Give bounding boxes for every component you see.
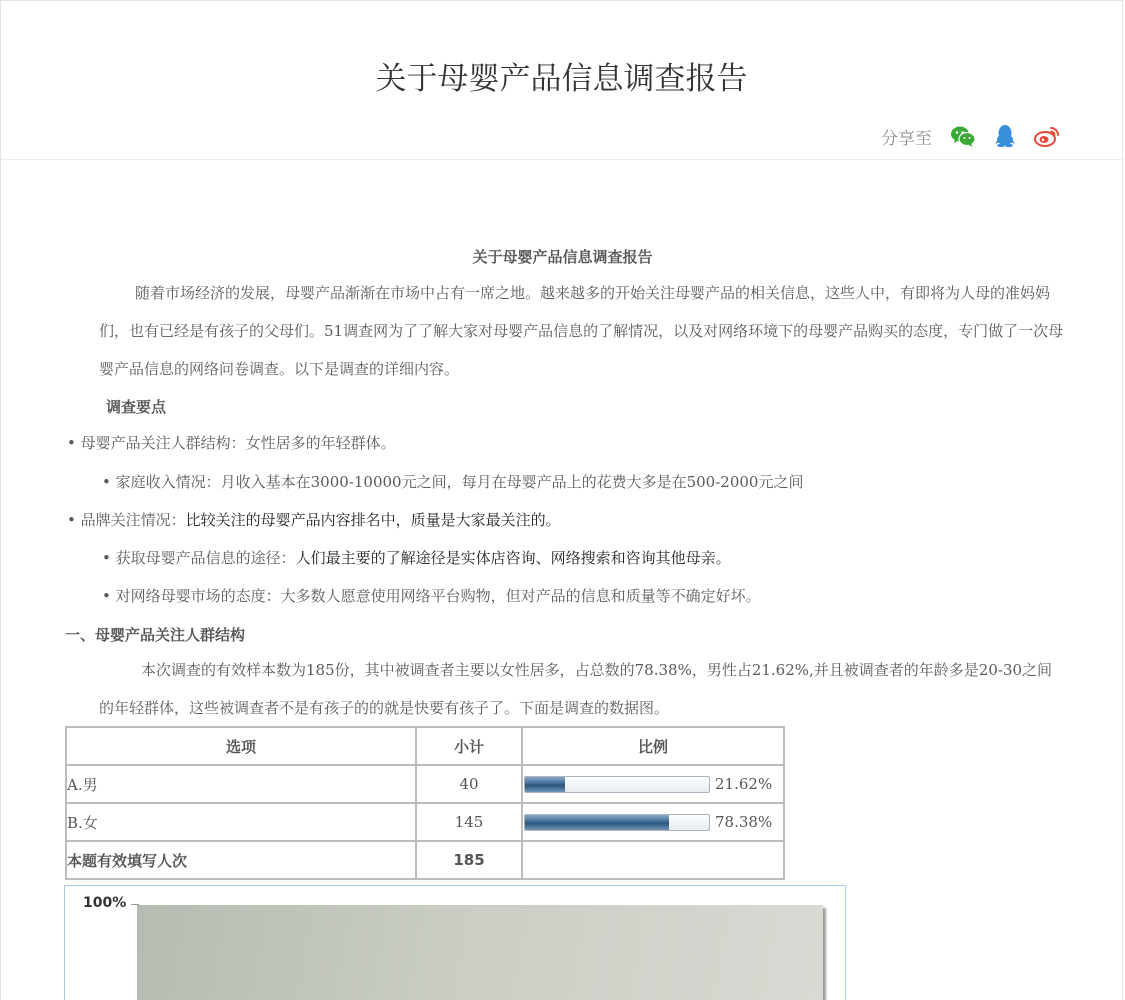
section1-heading: 一、母婴产品关注人群结构 (65, 626, 246, 644)
y-tick-label: 100% (83, 895, 127, 911)
key-points-heading: 调查要点 (106, 398, 167, 416)
table-row (66, 803, 784, 841)
ratio-bar-fill (525, 815, 669, 830)
section1-text: 本次调查的有效样本数为185份，其中被调查者主要以女性居多，占总数的78.38%，男性占21.62%,并且被调查者的年龄多是20-30之间的年轻群体，这些被调查者不是有孩子的的就是快要有孩子了。下面是调查的数据图。 (99, 661, 1053, 717)
qq-icon[interactable] (992, 123, 1018, 149)
ratio-bar-track (524, 814, 710, 831)
row-option: A.男 (66, 765, 416, 803)
header (1, 1, 1122, 160)
row-ratio (522, 803, 784, 841)
row-count: 40 (416, 765, 522, 803)
intro-text: 随着市场经济的发展，母婴产品渐渐在市场中占有一席之地。越来越多的开始关注母婴产品的相关信息，这些人中，有即将为人母的准妈妈们，也有已经是有孩子的父母们。51调查网为了了解大家对母婴产品信息的了解情况，以及对网络环境下的母婴产品购买的态度，专门做了一次母婴产品信息的网络问卷调查。以下是调查的详细内容。 (99, 284, 1064, 378)
bullet-1: • 母婴产品关注人群结构：女性居多的年轻群体。 (67, 434, 396, 452)
row-option: B.女 (66, 803, 416, 841)
chart-plot-area (137, 905, 823, 1000)
ratio-bar-track (524, 776, 710, 793)
table-total-row (66, 841, 784, 879)
header-ratio: 比例 (522, 727, 784, 765)
ratio-label: 78.38% (715, 813, 773, 831)
bullet-4-prefix: • 获取母婴产品信息的途径： (102, 549, 296, 567)
total-label: 本题有效填写人次 (66, 841, 416, 879)
ratio-bar-fill (525, 777, 565, 792)
share-label: 分享至 (881, 128, 932, 149)
bullet-5: • 对网络母婴市场的态度：大多数人愿意使用网络平台购物，但对产品的信息和质量等不确定好坏。 (102, 587, 761, 605)
table-header-row (66, 727, 784, 765)
intro-paragraph (99, 274, 1064, 388)
bullet-3-prefix: • 品牌关注情况： (67, 511, 186, 529)
header-count: 小计 (416, 727, 522, 765)
bullet-4-strong: 人们最主要的了解途径是实体店咨询、网络搜索和咨询其他母亲。 (295, 549, 731, 567)
row-ratio (522, 765, 784, 803)
weibo-icon[interactable] (1034, 123, 1060, 149)
bullet-3-strong: 比较关注的母婴产品内容排名中，质量是大家最关注的。 (185, 511, 561, 529)
bullet-3 (67, 509, 561, 530)
table-row (66, 765, 784, 803)
total-empty-cell (522, 841, 784, 879)
bar-chart (64, 885, 846, 1000)
bullet-2: • 家庭收入情况：月收入基本在3000-10000元之间，每月在母婴产品上的花费大多是在500-2000元之间 (102, 473, 804, 491)
article-title: 关于母婴产品信息调查报告 (472, 248, 653, 266)
page-title: 关于母婴产品信息调查报告 (375, 61, 748, 97)
wechat-icon[interactable] (950, 123, 976, 149)
share-bar (881, 121, 1060, 151)
ratio-label: 21.62% (715, 775, 773, 793)
header-option: 选项 (66, 727, 416, 765)
row-count: 145 (416, 803, 522, 841)
section1-paragraph (99, 651, 1064, 727)
result-table (65, 726, 785, 880)
total-value: 185 (416, 841, 522, 879)
bullet-4 (102, 547, 731, 568)
